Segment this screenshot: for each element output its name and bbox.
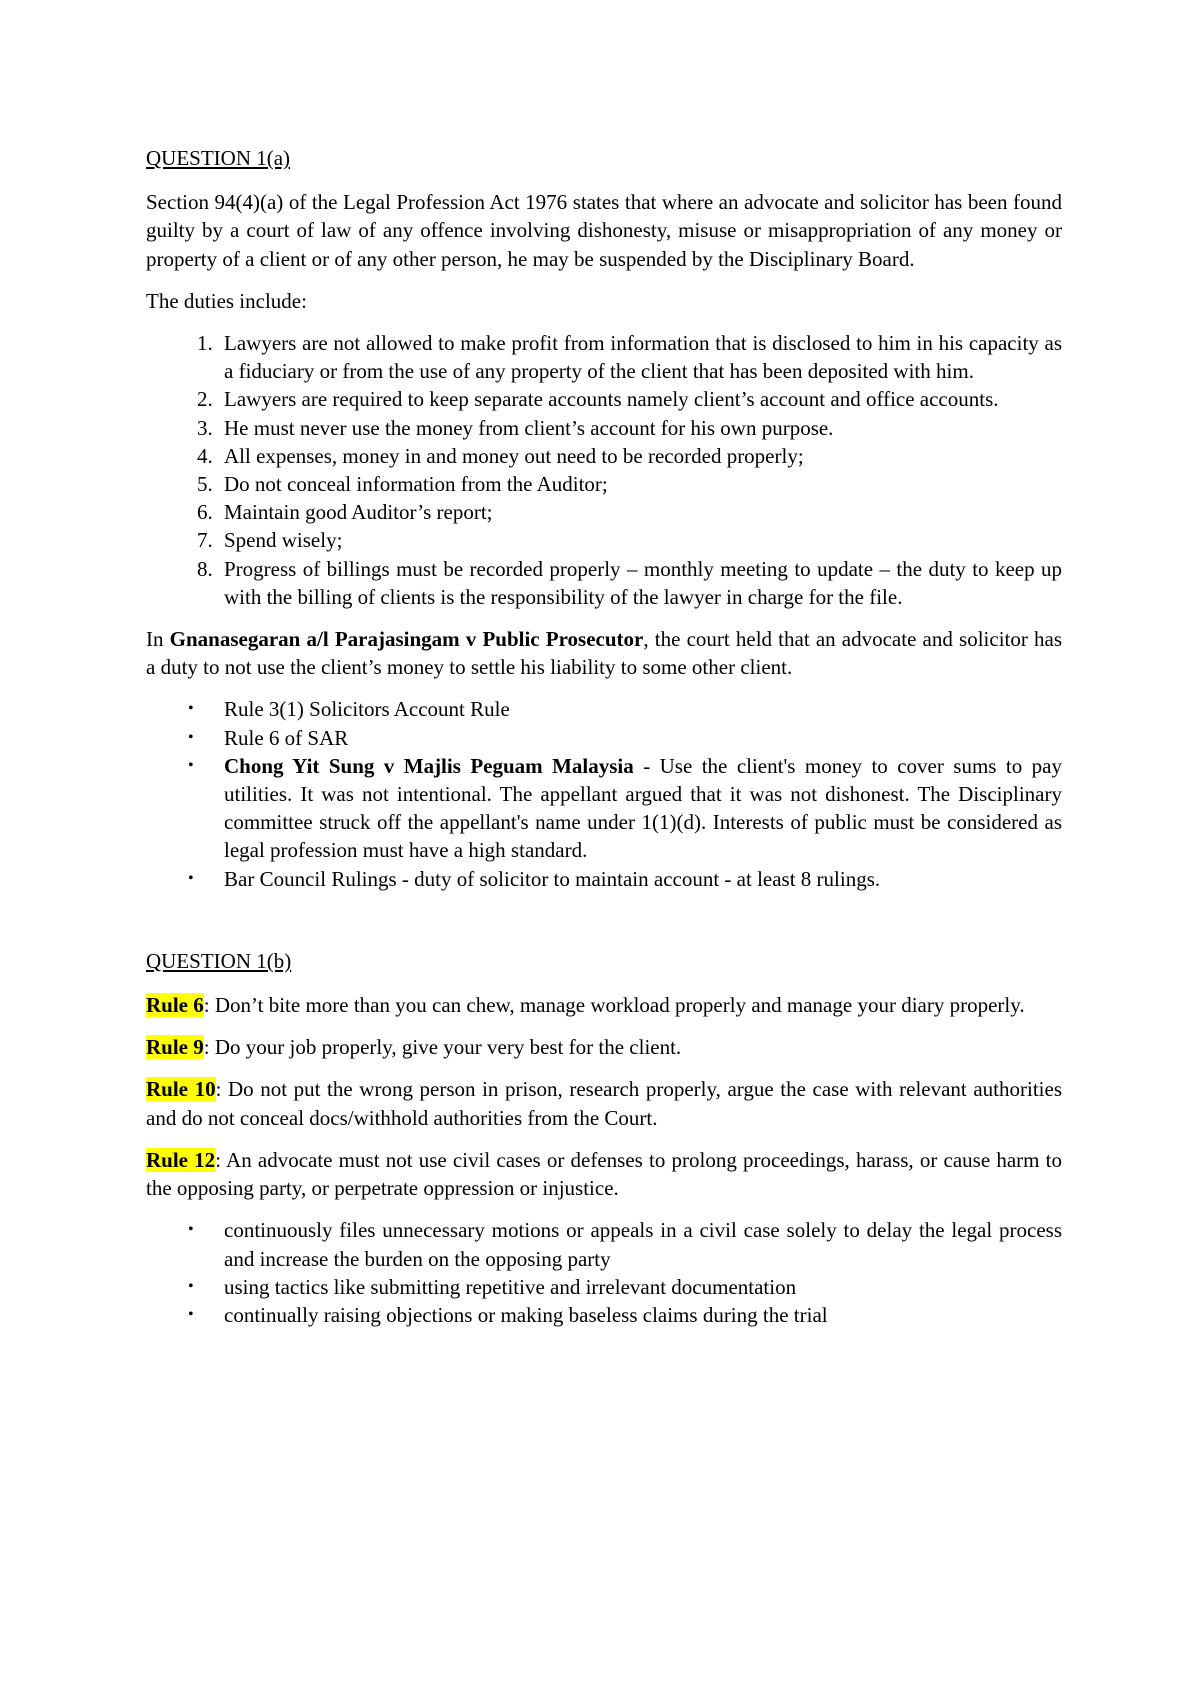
bullet-text: - Use the client's money to cover sums to pay utilities. It was not intentional. The appellant argued that it was not dishonest. The Disciplinary committee struck off the appellant's name under 1(1)(d). Interests of public must be considered as legal profession must have a high standard. <box>224 753 1062 863</box>
duty-item: 7. Spend wisely; <box>218 526 1062 554</box>
case-paragraph-prefix: In <box>146 627 170 652</box>
bullet-glyph: • <box>188 1277 194 1295</box>
duty-item: 2. Lawyers are required to keep separate accounts namely client’s account and office accounts. <box>218 385 1062 413</box>
rule-paragraph <box>146 1075 1062 1131</box>
rule-text: : Do your job properly, give your very best for the client. <box>203 1035 682 1060</box>
duty-item: 8. Progress of billings must be recorded properly – monthly meeting to update – the duty to keep up with the billing of clients is the responsibility of the lawyer in charge for the file. <box>218 555 1062 611</box>
rule-text: : Don’t bite more than you can chew, manage workload properly and manage your diary properly. <box>203 993 1025 1018</box>
rule-label-highlight: Rule 9 <box>146 1035 204 1060</box>
list-item <box>188 1273 1062 1301</box>
duty-item: 3. He must never use the money from client’s account for his own purpose. <box>218 414 1062 442</box>
list-item <box>188 865 1062 893</box>
q1a-intro-paragraph: Section 94(4)(a) of the Legal Profession Act 1976 states that where an advocate and solicitor has been found guilty by a court of law of any offence involving dishonesty, misuse or misappropriation of any money or property of a client or of any other person, he may be suspended by the Disciplinary Board. <box>146 190 1062 271</box>
duty-item: 4. All expenses, money in and money out need to be recorded properly; <box>218 442 1062 470</box>
bullet-glyph: • <box>188 728 194 746</box>
question-1a-heading: QUESTION 1(a) <box>146 146 291 170</box>
duties-intro: The duties include: <box>146 288 307 313</box>
q1b-bullet-list <box>146 1216 1062 1329</box>
document-body <box>146 144 1062 1329</box>
bullet-text: using tactics like submitting repetitive and irrelevant documentation <box>224 1274 797 1299</box>
bullet-glyph: • <box>188 1221 194 1239</box>
q1a-bullet-list <box>146 695 1062 892</box>
case-name-gnanasegaran: Gnanasegaran a/l Parajasingam v Public Prosecutor <box>169 627 644 652</box>
case-paragraph-suffix: , the court held that an advocate and solicitor has a duty to not use the client’s money to settle his liability to some other client. <box>146 627 1063 680</box>
rule-paragraph <box>146 991 1062 1019</box>
list-item <box>188 724 1062 752</box>
list-item <box>188 1301 1062 1329</box>
question-1b-heading: QUESTION 1(b) <box>146 948 292 973</box>
rule-paragraph <box>146 1033 1062 1061</box>
list-item <box>188 695 1062 723</box>
bullet-text: Rule 3(1) Solicitors Account Rule <box>224 697 510 722</box>
duty-item: 6. Maintain good Auditor’s report; <box>218 498 1062 526</box>
rule-text: : An advocate must not use civil cases or defenses to prolong proceedings, harass, or cause harm to the opposing party, or perpetrate oppression or injustice. <box>146 1147 1062 1201</box>
duty-item: 5. Do not conceal information from the Auditor; <box>218 470 1062 498</box>
rule-text: : Do not put the wrong person in prison, research properly, argue the case with relevant authorities and do not conceal docs/withhold authorities from the Court. <box>146 1077 1062 1130</box>
duty-item: 1. Lawyers are not allowed to make profit from information that is disclosed to him in his capacity as a fiduciary or from the use of any property of the client that has been deposited with him. <box>218 329 1062 385</box>
bullet-text: continuously files unnecessary motions or appeals in a civil case solely to delay the legal process and increase the burden on the opposing party <box>224 1218 1062 1271</box>
bullet-text: Rule 6 of SAR <box>224 725 349 750</box>
duties-list <box>146 329 1062 611</box>
list-item <box>188 752 1062 865</box>
bullet-glyph: • <box>188 700 194 718</box>
case-paragraph <box>146 625 1062 681</box>
rule-label-highlight: Rule 12 <box>146 1147 216 1172</box>
section-spacer <box>146 907 1062 947</box>
bullet-text: Bar Council Rulings - duty of solicitor to maintain account - at least 8 rulings. <box>224 866 881 891</box>
bullet-glyph: • <box>188 869 194 887</box>
rule-paragraph <box>146 1146 1062 1202</box>
bullet-glyph: • <box>188 1305 194 1323</box>
rule-label-highlight: Rule 10 <box>146 1077 216 1102</box>
bullet-glyph: • <box>188 756 194 774</box>
case-name-chong-yit-sung: Chong Yit Sung v Majlis Peguam Malaysia <box>224 753 634 778</box>
rule-label-highlight: Rule 6 <box>146 993 204 1018</box>
bullet-text: continually raising objections or making baseless claims during the trial <box>224 1302 828 1327</box>
list-item <box>188 1216 1062 1272</box>
